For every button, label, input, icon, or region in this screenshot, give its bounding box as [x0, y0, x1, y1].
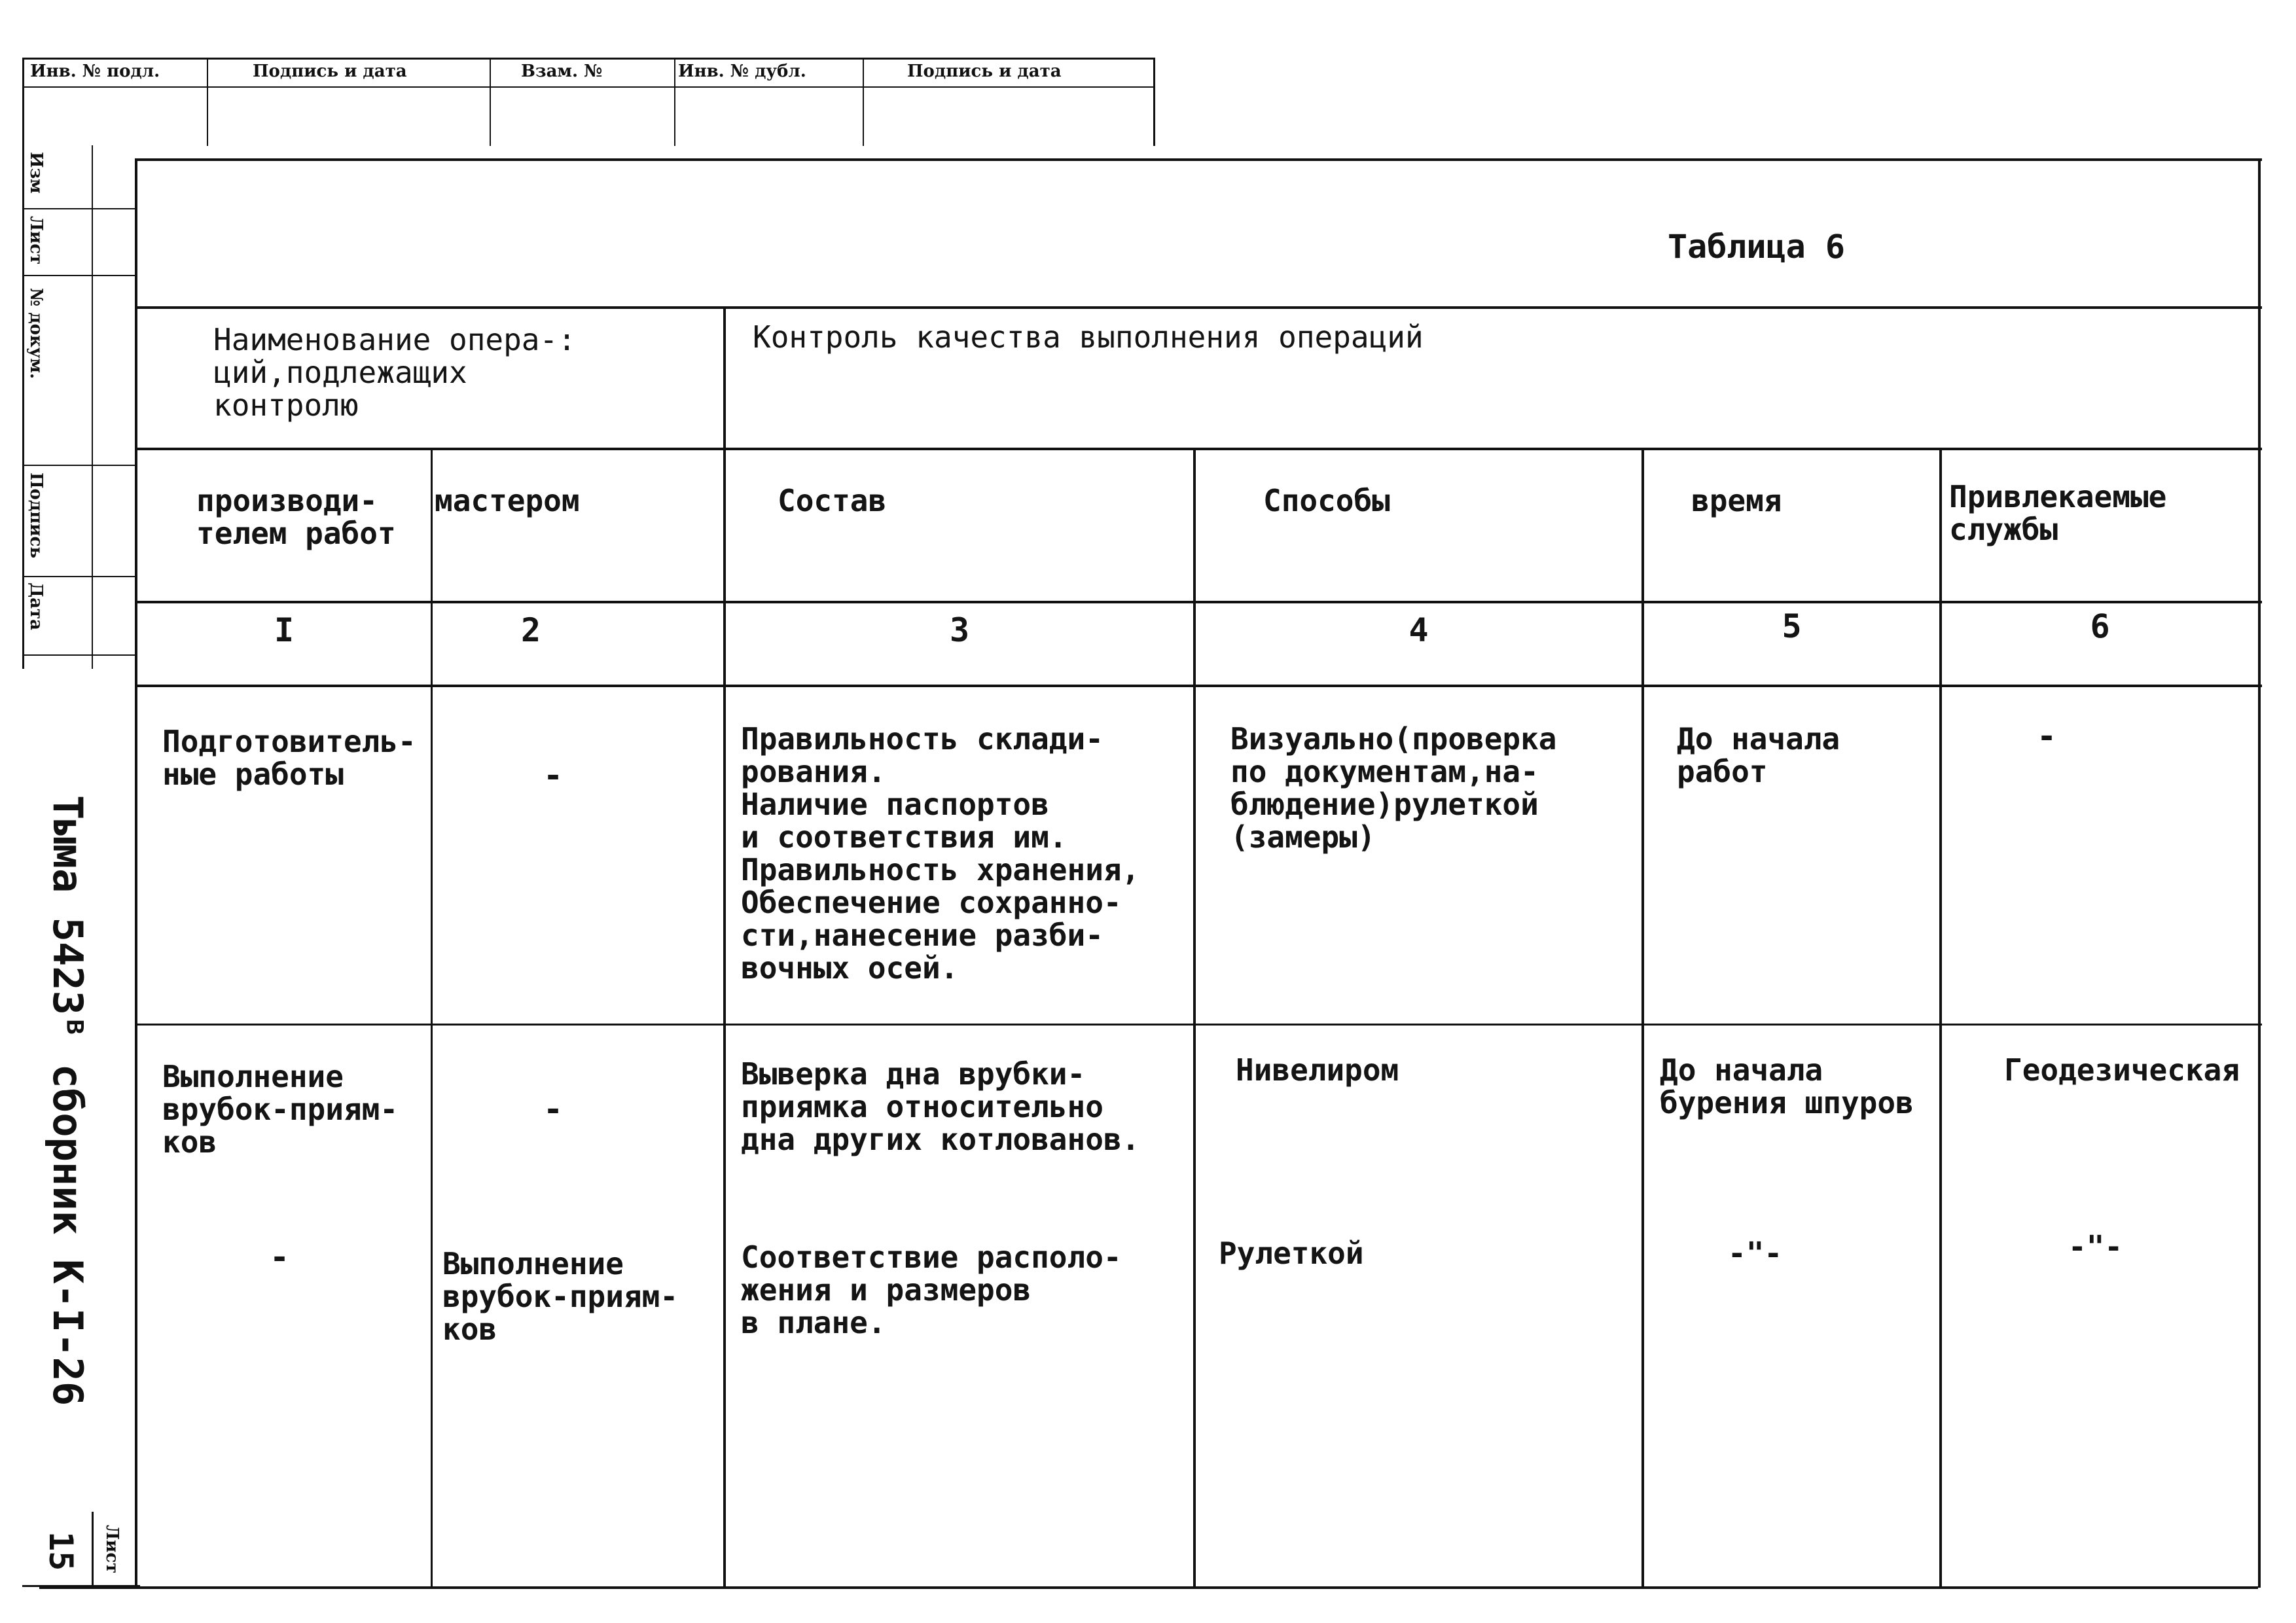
stamp-field-signature-date: Подпись и дата: [253, 62, 407, 81]
stamp-field-inv-orig: Инв. № подл.: [30, 62, 160, 81]
row3-operation: -: [270, 1238, 290, 1276]
side-field-sheet: Лист: [26, 216, 46, 265]
row3-composition: Соответствие располо- жения и размеров в плане.: [741, 1240, 1122, 1340]
row2-methods: Нивелиром: [1236, 1052, 1399, 1088]
row2-time: До начала бурения шпуров: [1660, 1052, 1914, 1120]
row1-time: До начала работ: [1677, 721, 1840, 789]
column-number-2: 2: [520, 611, 541, 649]
column-header-master: мастером: [435, 483, 580, 518]
side-field-date: Дата: [26, 582, 46, 630]
table-caption: Таблица 6: [1668, 228, 1845, 266]
column-header-methods: Способы: [1263, 483, 1390, 518]
row2-operation: Выполнение врубок-приям- ков: [162, 1059, 399, 1160]
document-series-label: Тыма 5423ᴮ сборник К-I-26: [44, 795, 92, 1406]
stamp-field-signature-date-2: Подпись и дата: [907, 62, 1062, 81]
column-header-composition: Состав: [778, 483, 887, 518]
column-number-4: 4: [1408, 611, 1429, 649]
quality-group-header: Контроль качества выполнения операций: [753, 319, 1424, 355]
column-number-5: 5: [1782, 607, 1802, 645]
column-header-producer: производи- телем работ: [196, 483, 396, 551]
row3-master: Выполнение врубок-приям- ков: [442, 1246, 679, 1347]
row1-composition: Правильность склади- рования. Наличие паспортов и соответствия им. Правильность хранения, Обеспечение сохранно- сти,нанесение разби- вочных осей.: [741, 721, 1140, 986]
sheet-label: Лист: [102, 1525, 122, 1574]
column-header-time: время: [1691, 483, 1782, 518]
sheet-number: 15: [42, 1531, 80, 1571]
side-field-signature: Подпись: [26, 473, 46, 559]
column-number-3: 3: [949, 611, 970, 649]
row3-services: -"-: [2068, 1229, 2123, 1264]
side-field-change: Изм: [26, 152, 46, 194]
stamp-field-inv-duplicate: Инв. № дубл.: [678, 62, 806, 81]
row1-master: -: [543, 757, 564, 794]
row2-services: Геодезическая: [2004, 1054, 2240, 1086]
column-number-6: 6: [2090, 607, 2110, 645]
row1-operation: Подготовитель- ные работы: [162, 724, 416, 792]
row3-time: -"-: [1728, 1236, 1783, 1271]
stamp-field-replacement: Взам. №: [521, 62, 603, 81]
row1-services: -: [2037, 717, 2057, 755]
side-field-doc-number: № докум.: [26, 288, 46, 380]
column-number-1: I: [274, 611, 295, 649]
operations-group-header: Наименование опера-: ций,подлежащих контролю: [213, 322, 576, 423]
row1-methods: Визуально(проверка по документам,на- блюдение)рулеткой (замеры): [1230, 721, 1557, 855]
column-header-services: Привлекаемые службы: [1949, 479, 2167, 547]
row3-methods: Рулеткой: [1219, 1236, 1364, 1271]
row2-master: -: [543, 1090, 564, 1128]
row2-composition: Выверка дна врубки- приямка относительно дна других котлованов.: [741, 1056, 1140, 1157]
